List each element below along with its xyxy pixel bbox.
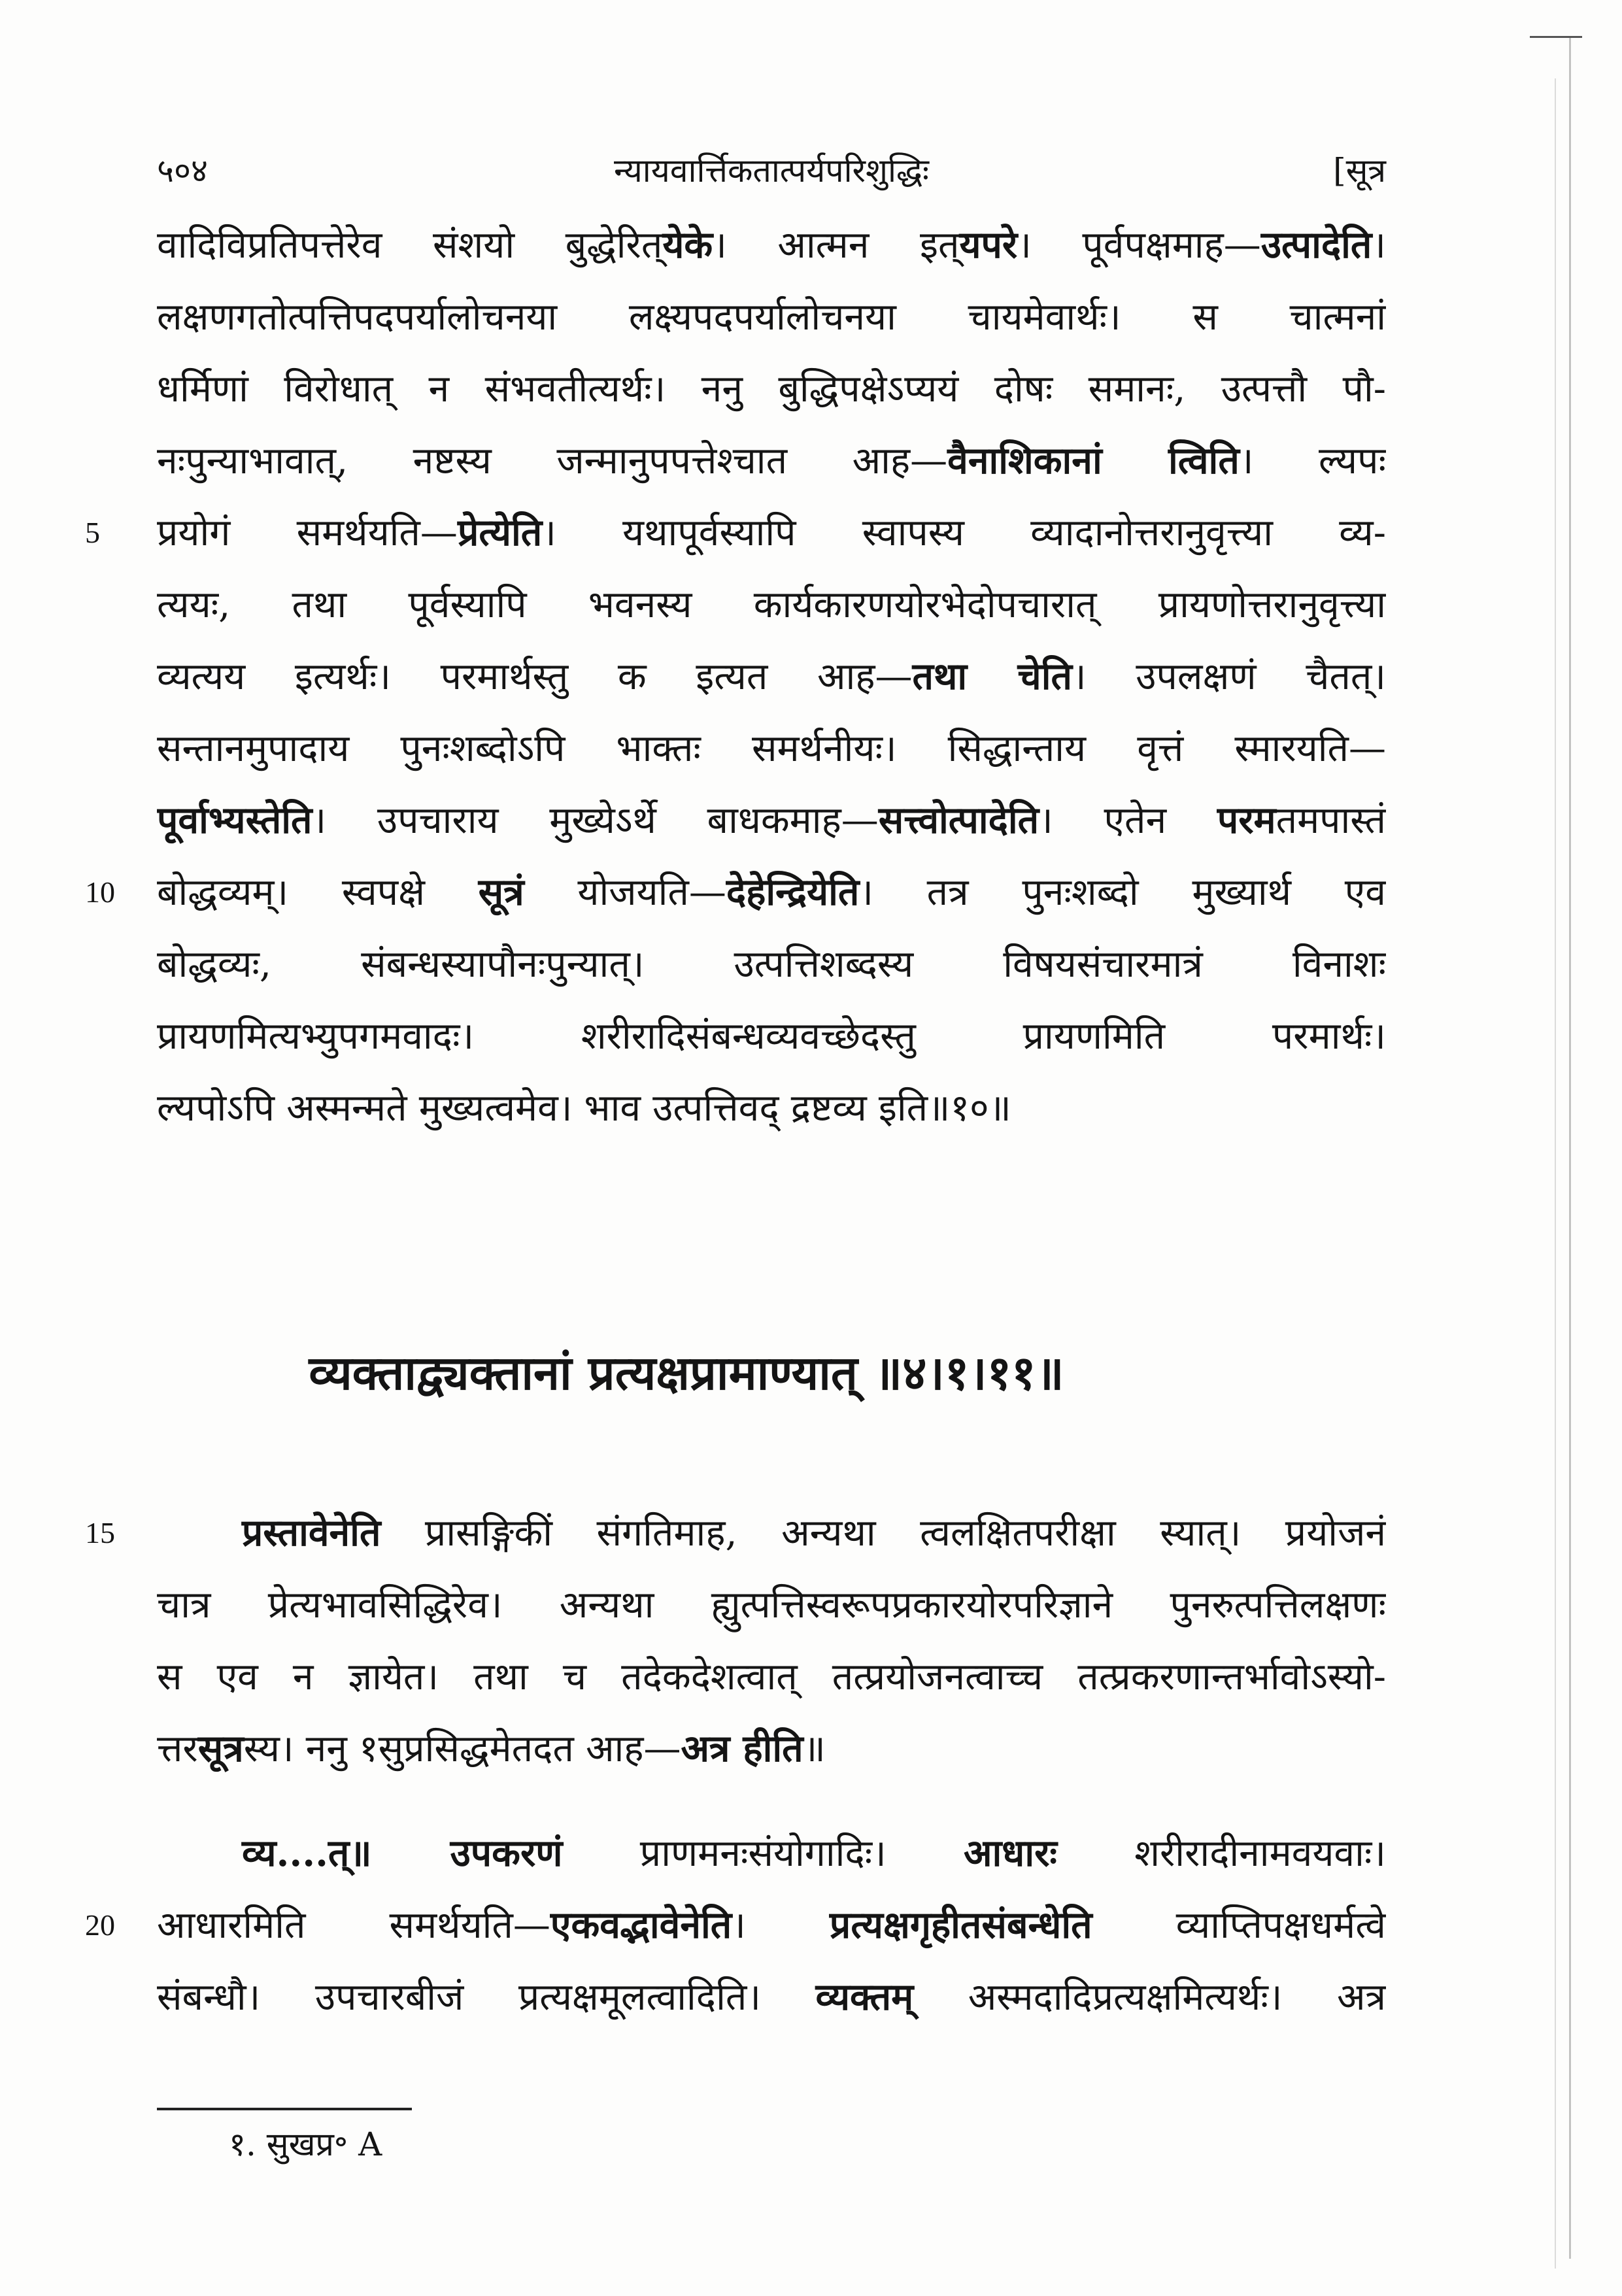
bold-term: प्रत्यक्षगृहीतसंबन्धेति — [829, 1903, 1092, 1947]
text-run: व्याप्तिपक्षधर्मत्वे — [1092, 1904, 1386, 1947]
bold-term: परम — [1217, 798, 1276, 842]
text-run: योजयति— — [524, 871, 726, 914]
bold-term: व्य....त्॥ उपकरणं — [242, 1831, 563, 1875]
bold-term: व्यक्तम् — [815, 1975, 914, 2019]
bold-term: येके — [662, 223, 713, 267]
text-run: प्राणमनःसंयोगादिः। — [562, 1832, 964, 1875]
scan-edge-line — [1555, 78, 1556, 2269]
text-run: आधारमिति समर्थयति— — [157, 1904, 550, 1947]
text-run: । यथापूर्वस्यापि स्वापस्य व्यादानोत्तरानुवृत्त्या व्य- — [542, 511, 1386, 554]
bold-term: प्रेत्येति — [457, 511, 543, 554]
line-number: 10 — [85, 875, 115, 909]
commentary-line — [157, 1576, 1386, 1634]
sutra-heading: व्यक्ताद्व्यक्तानां प्रत्यक्षप्रामाण्यात् ॥४।१।११॥ — [309, 1345, 1064, 1400]
text-run: शरीरादीनामवयवाः। — [1056, 1832, 1386, 1875]
body-line — [157, 503, 1386, 562]
text-run: प्रासङ्गिकीं संगतिमाह, अन्यथा त्वलक्षितपरीक्षा स्यात्। प्रयोजनं — [380, 1511, 1386, 1555]
text-run: ल्यपोऽपि अस्मन्मते मुख्यत्वमेव। भाव उत्पत्तिवद् द्रष्टव्य इति॥१०॥ — [157, 1087, 1011, 1130]
text-run: त्ययः, तथा पूर्वस्यापि भवनस्य कार्यकारणयोरभेदोपचारात् प्रायणोत्तरानुवृत्त्या — [157, 583, 1386, 626]
commentary-line — [157, 1968, 1386, 2027]
text-run: । पूर्वपक्षमाह— — [1017, 224, 1261, 267]
footnote-rule — [157, 2108, 412, 2110]
body-line — [157, 360, 1386, 418]
text-run: । तत्र पुनःशब्दो मुख्यार्थ एव — [859, 871, 1386, 914]
page-number: ५०४ — [157, 152, 208, 190]
bold-term: सूत्रं — [478, 870, 524, 914]
bold-term: सत्त्वोत्पादेति — [878, 798, 1039, 842]
commentary-line — [157, 1719, 1386, 1778]
text-run: स्य। ननु १सुप्रसिद्धमेतदत आह— — [243, 1727, 681, 1770]
section-label: [सूत्र — [1333, 152, 1386, 190]
text-run: । एतेन — [1039, 799, 1217, 842]
text-run: धर्मिणां विरोधात् न संभवतीत्यर्थः। ननु बुद्धिपक्षेऽप्ययं दोषः समानः, उत्पत्तौ पौ- — [157, 367, 1386, 411]
text-run: व्यत्यय इत्यर्थः। परमार्थस्तु क इत्यत आह— — [157, 655, 913, 698]
body-line — [157, 1079, 1386, 1138]
text-run: स एव न ज्ञायेत। तथा च तदेकदेशत्वात् तत्प्रयोजनत्वाच्च तत्प्रकरणान्तर्भावोऽस्यो- — [157, 1655, 1386, 1698]
running-head — [157, 141, 1386, 199]
body-line — [157, 719, 1386, 778]
bold-term: प्रस्तावेनेति — [242, 1511, 381, 1555]
text-run: बोद्धव्यम्। स्वपक्षे — [157, 871, 479, 914]
book-title: न्यायवार्त्तिकतात्पर्यपरिशुद्धिः — [614, 152, 929, 190]
text-run: । ल्यपः — [1239, 439, 1386, 482]
scan-edge-mark — [1530, 36, 1582, 38]
footnote: १. सुखप्र॰ A — [229, 2125, 382, 2163]
body-line — [157, 431, 1386, 490]
text-run: । — [1372, 224, 1386, 267]
text-run: बोद्धव्यः, संबन्धस्यापौनःपुन्यात्। उत्पत्तिशब्दस्य विषयसंचारमात्रं विनाशः — [157, 943, 1386, 986]
text-run: । — [732, 1904, 830, 1947]
commentary-line — [157, 1647, 1386, 1706]
line-number: 5 — [85, 516, 100, 549]
body-line — [157, 935, 1386, 994]
body-line — [157, 863, 1386, 922]
text-run: नःपुन्याभावात्, नष्टस्य जन्मानुपपत्तेश्चात आह— — [157, 439, 948, 482]
body-line — [157, 791, 1386, 850]
text-run: सन्तानमुपादाय पुनःशब्दोऽपि भाक्तः समर्थनीयः। सिद्धान्ताय वृत्तं स्मारयति— — [157, 727, 1386, 770]
text-run: अस्मदादिप्रत्यक्षमित्यर्थः। अत्र — [913, 1976, 1386, 2019]
body-line — [157, 1007, 1386, 1066]
body-line — [157, 575, 1386, 634]
bold-term: यपरे — [959, 223, 1018, 267]
body-line — [157, 647, 1386, 706]
bold-term: देहेन्द्रियेति — [726, 870, 860, 914]
text-run: प्रायणमित्यभ्युपगमवादः। शरीरादिसंबन्धव्यवच्छेदस्तु प्रायणमिति परमार्थः। — [157, 1015, 1386, 1058]
bold-term: पूर्वाभ्यस्तेति — [157, 798, 313, 842]
bold-term: उत्पादेति — [1260, 223, 1372, 267]
text-run: त्तर — [157, 1727, 198, 1770]
commentary-line — [157, 1504, 1386, 1562]
commentary-line — [157, 1824, 1386, 1883]
line-number: 15 — [85, 1516, 115, 1549]
text-run: संबन्धौ। उपचारबीजं प्रत्यक्षमूलत्वादिति। — [157, 1976, 816, 2019]
bold-term: तथा चेति — [912, 654, 1072, 698]
text-run: । उपलक्षणं चैतत्। — [1072, 655, 1386, 698]
body-line — [157, 216, 1386, 275]
text-run: लक्षणगतोत्पत्तिपदपर्यालोचनया लक्ष्यपदपर्यालोचनया चायमेवार्थः। स चात्मनां — [157, 295, 1386, 339]
text-run: प्रयोगं समर्थयति— — [157, 511, 458, 554]
text-run: चात्र प्रेत्यभावसिद्धिरेव। अन्यथा ह्युत्पत्तिस्वरूपप्रकारयोरपरिज्ञाने पुनरुत्पत्तिलक्षणः — [157, 1583, 1386, 1627]
bold-term: सूत्र — [197, 1727, 244, 1770]
bold-term: वैनाशिकानां त्विति — [947, 439, 1240, 482]
bold-term: अत्र हीति — [681, 1727, 803, 1770]
commentary-line — [157, 1896, 1386, 1955]
scan-edge-line — [1569, 36, 1571, 2259]
bold-term: एकवद्भावेनेति — [550, 1903, 732, 1947]
line-number: 20 — [85, 1908, 115, 1942]
text-run: तमपास्तं — [1276, 799, 1386, 842]
text-run: वादिविप्रतिपत्तेरेव संशयो बुद्धेरित् — [157, 224, 663, 267]
bold-term: आधारः — [964, 1831, 1057, 1875]
text-run: । उपचाराय मुख्येऽर्थे बाधकमाह— — [312, 799, 879, 842]
text-run: ॥ — [803, 1727, 826, 1770]
text-run: । आत्मन इत् — [713, 224, 960, 267]
body-line — [157, 288, 1386, 346]
